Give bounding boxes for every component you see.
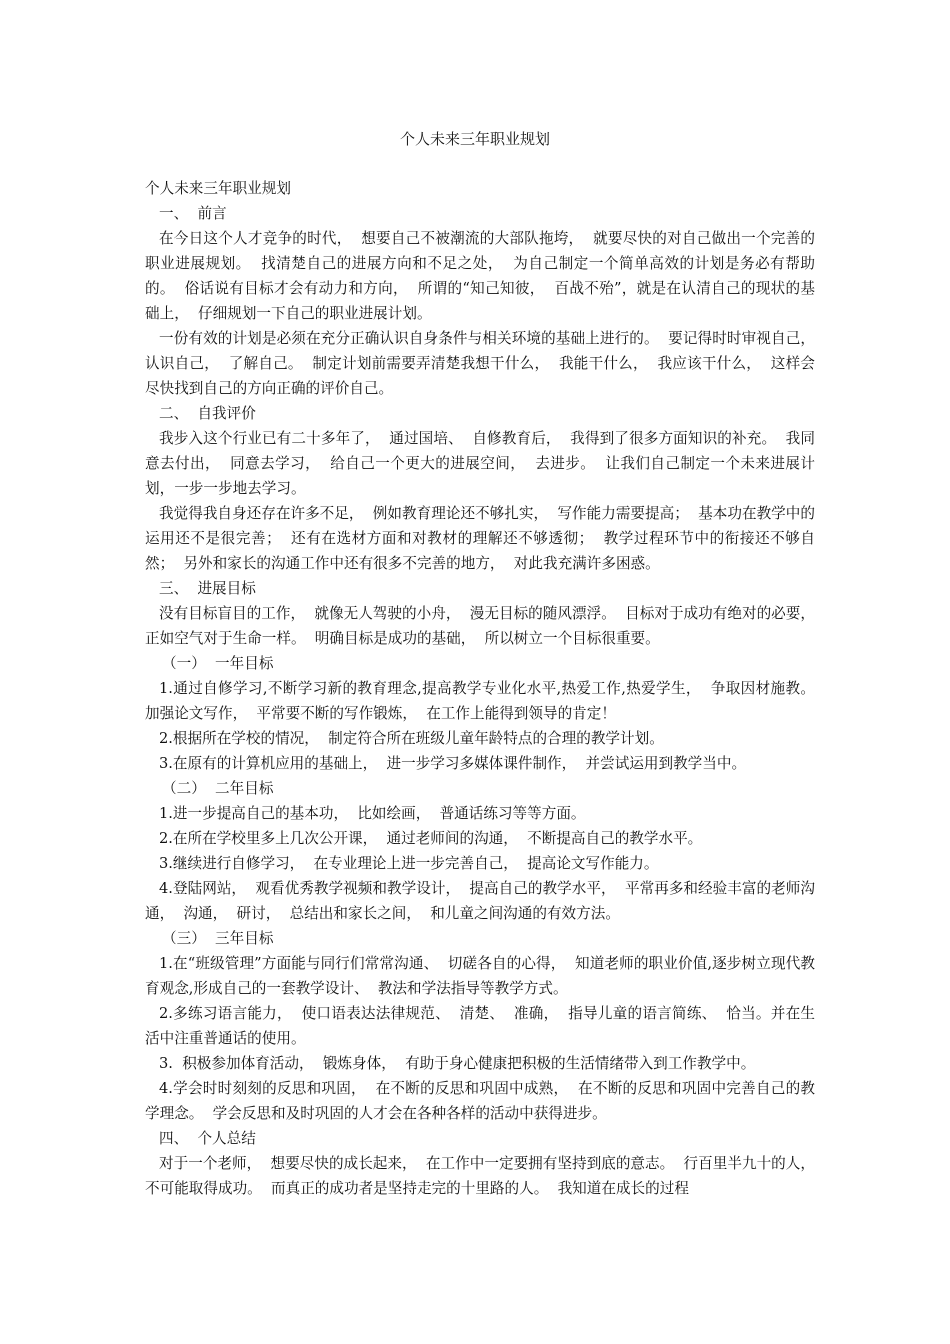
paragraph: 我觉得我自身还存在许多不足， 例如教育理论还不够扎实， 写作能力需要提高； 基本功在教学中的运用还不是很完善； 还有在选材方面和对教材的理解还不够透彻； 教学过程环节中的衔接还不够自然； 另外和家长的沟通工作中还有很多不完善的地方， 对此我充满许多困惑。 (145, 505, 815, 572)
paragraph: 4.登陆网站， 观看优秀教学视频和教学设计， 提高自己的教学水平， 平常再多和经验丰富的老师沟通， 沟通， 研讨， 总结出和家长之间， 和儿童之间沟通的有效方法。 (145, 880, 815, 922)
paragraph: 4.学会时时刻刻的反思和巩固， 在不断的反思和巩固中成熟， 在不断的反思和巩固中完善自己的教学理念。 学会反思和及时巩固的人才会在各种各样的活动中获得进步。 (145, 1080, 815, 1122)
section-heading: 一、 前言 (159, 205, 227, 222)
subsection-heading: （三） 三年目标 (162, 930, 274, 947)
subsection-heading: （一） 一年目标 (162, 655, 274, 672)
section-heading: 四、 个人总结 (159, 1130, 256, 1147)
paragraph: 我步入这个行业已有二十多年了， 通过国培、 自修教育后， 我得到了很多方面知识的补充。 我同意去付出， 同意去学习， 给自己一个更大的进展空间， 去进步。 让我们自己制定一个未来进展计划，一步一步地去学习。 (145, 430, 815, 497)
document-subtitle: 个人未来三年职业规划 (145, 180, 291, 197)
paragraph: 1.通过自修学习,不断学习新的教育理念,提高教学专业化水平,热爱工作,热爱学生， 争取因材施教。 加强论文写作， 平常要不断的写作锻炼， 在工作上能得到领导的肯定！ (145, 680, 825, 722)
paragraph: 2.在所在学校里多上几次公开课， 通过老师间的沟通， 不断提高自己的教学水平。 (159, 830, 703, 847)
paragraph: 1.在“班级管理”方面能与同行们常常沟通、 切磋各自的心得， 知道老师的职业价值,逐步树立现代教育观念,形成自己的一套教学设计、 教法和学法指导等教学方式。 (145, 955, 815, 997)
paragraph: 2.根据所在学校的情况， 制定符合所在班级儿童年龄特点的合理的教学计划。 (159, 730, 664, 747)
paragraph: 没有目标盲目的工作， 就像无人驾驶的小舟， 漫无目标的随风漂浮。 目标对于成功有绝对的必要， 正如空气对于生命一样。 明确目标是成功的基础， 所以树立一个目标很重要。 (145, 605, 825, 647)
paragraph: 一份有效的计划是必须在充分正确认识自身条件与相关环境的基础上进行的。 要记得时时审视自己， 认识自己， 了解自己。 制定计划前需要弄清楚我想干什么， 我能干什么， 我应该干什么， 这样会尽快找到自己的方向正确的评价自己。 (145, 330, 825, 397)
document-title: 个人未来三年职业规划 (399, 130, 550, 148)
document-body (145, 176, 825, 1201)
section-heading: 二、 自我评价 (159, 405, 256, 422)
subsection-heading: （二） 二年目标 (162, 780, 274, 797)
paragraph: 2.多练习语言能力， 使口语表达法律规范、 清楚、 准确， 指导儿童的语言简练、 恰当。并在生活中注重普通话的使用。 (145, 1005, 815, 1047)
paragraph: 3.继续进行自修学习， 在专业理论上进一步完善自己， 提高论文写作能力。 (159, 855, 659, 872)
paragraph: 对于一个老师， 想要尽快的成长起来， 在工作中一定要拥有坚持到底的意志。 行百里半九十的人， 不可能取得成功。 而真正的成功者是坚持走完的十里路的人。 我知道在成长的过程 (145, 1155, 825, 1197)
section-heading: 三、 进展目标 (159, 580, 256, 597)
paragraph: 在今日这个人才竞争的时代， 想要自己不被潮流的大部队拖垮， 就要尽快的对自己做出一个完善的职业进展规划。 找清楚自己的进展方向和不足之处， 为自己制定一个简单高效的计划是务必有帮助的。 俗话说有目标才会有动力和方向， 所谓的“知己知彼， 百战不殆”，就是在认清自己的现状的基础上， 仔细规划一下自己的职业进展计划。 (145, 230, 815, 322)
paragraph: 3. 积极参加体育活动， 锻炼身体， 有助于身心健康把积极的生活情绪带入到工作教学中。 (159, 1055, 756, 1072)
paragraph: 3.在原有的计算机应用的基础上， 进一步学习多媒体课件制作， 并尝试运用到教学当中。 (159, 755, 747, 772)
paragraph: 1.进一步提高自己的基本功， 比如绘画， 普通话练习等等方面。 (159, 805, 586, 822)
